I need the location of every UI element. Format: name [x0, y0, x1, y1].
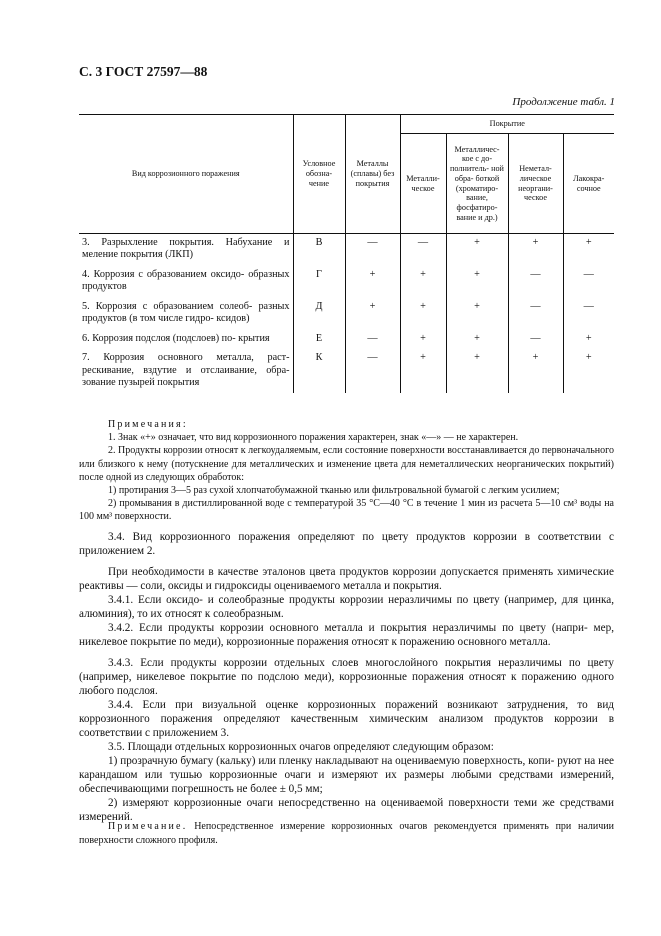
note-2: 2. Продукты коррозии относят к легкоудаляемым, если состояние поверхности восстанавливается до первоначального или близкого к нему (потускнение для металлических и изменение цвета для неметаллических неорганических покрытий) после одной из следующих обработок:: [79, 445, 614, 483]
row-bare: —: [345, 330, 400, 349]
header-metallic: Металли- ческое: [400, 134, 446, 234]
row-nonmetallic: —: [508, 298, 563, 330]
header-nonmetallic: Неметал- лическое неоргани- ческое: [508, 134, 563, 234]
row-metallic: +: [400, 330, 446, 349]
row-nonmetallic: —: [508, 330, 563, 349]
row-bare: —: [345, 349, 400, 393]
paragraph-3-4-reagents: При необходимости в качестве эталонов цвета продуктов коррозии допускается применять химические реактивы — соли, оксиды и гидроксиды оцениваемого металла и покрытия.: [79, 566, 614, 592]
note-2-item-2: 2) промывания в дистиллированной воде с температурой 35 °С—40 °С в течение 1 мин из расчета 5—10 см³ воды на 100 мм³ поверхности.: [79, 498, 614, 523]
row-paint: +: [563, 349, 614, 393]
paragraph-3-5-item-1: 1) прозрачную бумагу (кальку) или пленку накладывают на оцениваемую поверхность, копи- руют на нее карандашом или тушью коррозионные очаги и измеряют их размеры любыми средствами измерений, обеспечивающими погрешность не более ± 0,5 мм;: [79, 755, 614, 795]
table-row: [79, 234, 614, 266]
row-symbol: В: [293, 234, 345, 266]
row-metallic: —: [400, 234, 446, 266]
paragraph-3-4: 3.4. Вид коррозионного поражения определяют по цвету продуктов коррозии в соответствии с приложением 2.: [79, 531, 614, 557]
row-description: 5. Коррозия с образованием солеоб- разных продуктов (в том числе гидро- ксидов): [82, 300, 290, 325]
notes-title: Примечания:: [108, 419, 188, 430]
corrosion-table: [79, 114, 614, 393]
table-notes: [79, 418, 614, 524]
row-bare: +: [345, 298, 400, 330]
paragraph-3-4-1: 3.4.1. Если оксидо- и солеобразные продукты коррозии неразличимы по цвету (например, для цинка, алюминия), то их относят к солеобразным.: [79, 594, 614, 620]
body-text: [79, 530, 614, 824]
row-symbol: К: [293, 349, 345, 393]
row-nonmetallic: —: [508, 266, 563, 298]
row-description: 6. Коррозия подслоя (подслоев) по- крытия: [82, 332, 270, 344]
row-paint: —: [563, 298, 614, 330]
table-row: [79, 330, 614, 349]
row-paint: +: [563, 330, 614, 349]
paragraph-3-5-item-2: 2) измеряют коррозионные очаги непосредственно на оцениваемой поверхности теми же средствами измерений.: [79, 797, 614, 823]
row-nonmetallic: +: [508, 349, 563, 393]
row-metallic-extra: +: [446, 349, 508, 393]
row-symbol: Д: [293, 298, 345, 330]
header-paint: Лакокра- сочное: [563, 134, 614, 234]
table-row: [79, 349, 614, 393]
header-metallic-extra: Металличес- кое с до- полнитель- ной обра- боткой (хроматиро- вание, фосфатиро- вание и др.): [446, 134, 508, 234]
row-symbol: Г: [293, 266, 345, 298]
row-metallic-extra: +: [446, 298, 508, 330]
paragraph-3-4-4: 3.4.4. Если при визуальной оценке коррозионных поражений возникают затруднения, то вид коррозионного поражения определяют качественным химическим анализом продуктов коррозии в соответствии с приложением 3.: [79, 699, 614, 739]
table-caption: Продолжение табл. 1: [512, 96, 615, 108]
row-description: 4. Коррозия с образованием оксидо- образных продуктов: [82, 268, 290, 293]
paragraph-3-5: 3.5. Площади отдельных коррозионных очагов определяют следующим образом:: [108, 741, 494, 753]
row-description: 7. Коррозия основного металла, раст- рескивание, вздутие и отслаивание, обра- зование пузырей покрытия: [82, 352, 290, 388]
header-symbol: Условное обозна- чение: [293, 115, 345, 234]
row-metallic-extra: +: [446, 266, 508, 298]
row-metallic-extra: +: [446, 330, 508, 349]
table-row: [79, 266, 614, 298]
row-symbol: Е: [293, 330, 345, 349]
row-nonmetallic: +: [508, 234, 563, 266]
paragraph-3-4-3: 3.4.3. Если продукты коррозии отдельных слоев многослойного покрытия неразличимы по цвету (например, никелевое покрытие по подслою меди), коррозионные поражения относят к поражению одного любого подслоя.: [79, 657, 614, 697]
row-paint: +: [563, 234, 614, 266]
note-1: 1. Знак «+» означает, что вид коррозионного поражения характерен, знак «—» — не характерен.: [108, 432, 519, 444]
row-metallic: +: [400, 349, 446, 393]
paragraph-3-4-2: 3.4.2. Если продукты коррозии основного металла и покрытия неразличимы по цвету (напри- мер, никелевое покрытие по меди), коррозионные поражения относят к поражению основного металла.: [79, 622, 614, 648]
row-paint: —: [563, 266, 614, 298]
row-metallic: +: [400, 298, 446, 330]
final-note-label: Примечание.: [108, 821, 188, 832]
final-note: [79, 820, 614, 847]
note-2-item-1: 1) протирания 3—5 раз сухой хлопчатобумажной тканью или фильтровальной бумагой с легким усилием;: [108, 484, 560, 496]
page-header: С. 3 ГОСТ 27597—88: [79, 64, 208, 79]
header-type: Вид коррозионного поражения: [79, 115, 293, 234]
final-note-text: Непосредственное измерение коррозионных очагов рекомендуется применять при наличии поверхности сложного профиля.: [79, 821, 615, 846]
row-bare: +: [345, 266, 400, 298]
row-metallic: +: [400, 266, 446, 298]
header-coating-group: Покрытие: [400, 115, 614, 134]
row-bare: —: [345, 234, 400, 266]
header-bare-metal: Металлы (сплавы) без покрытия: [345, 115, 400, 234]
table-row: [79, 298, 614, 330]
row-metallic-extra: +: [446, 234, 508, 266]
row-description: 3. Разрыхление покрытия. Набухание и меление покрытия (ЛКП): [82, 237, 290, 261]
